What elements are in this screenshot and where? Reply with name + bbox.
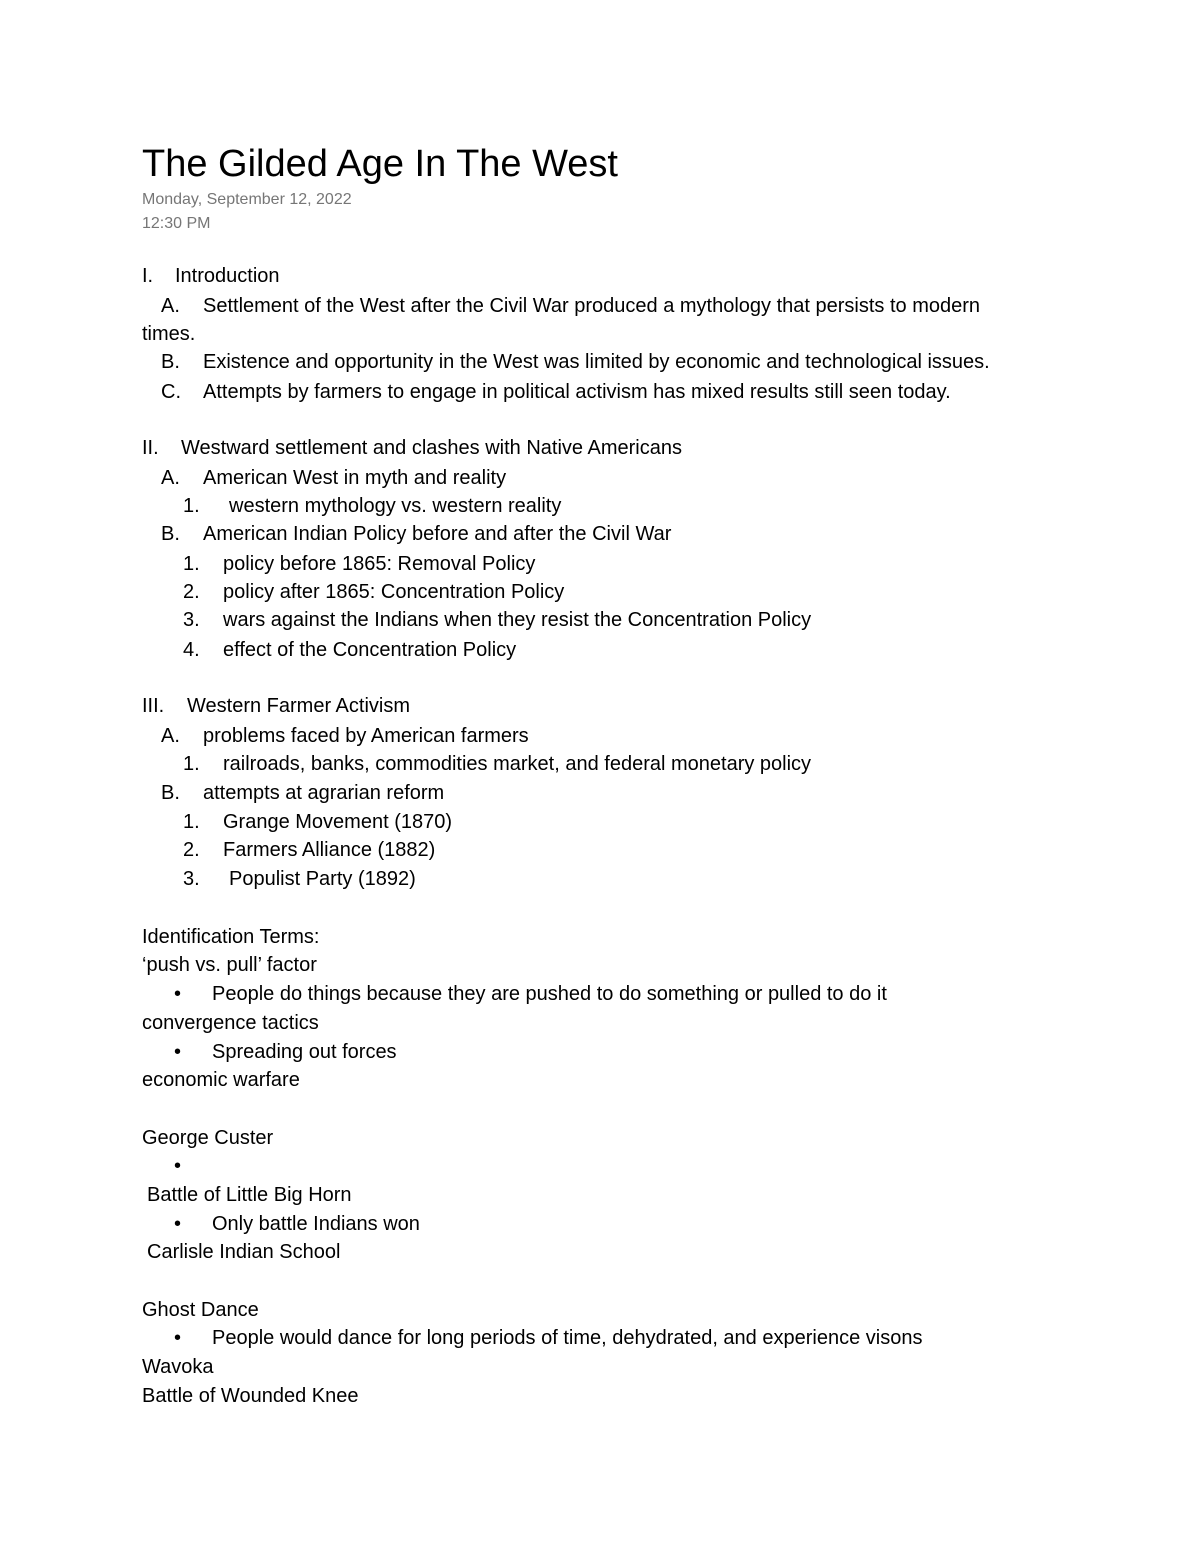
- outline-item-ii-b-1: policy before 1865: Removal Policy: [223, 553, 536, 575]
- bullet-icon: •: [174, 1155, 182, 1177]
- term-ghost-dance-note: People would dance for long periods of time, dehydrated, and experience visons: [212, 1327, 923, 1349]
- bullet-icon: •: [174, 1213, 182, 1235]
- term-push-pull: ‘push vs. pull’ factor: [142, 954, 317, 976]
- outline-item-ii-b-2: policy after 1865: Concentration Policy: [223, 581, 565, 603]
- outline-item-ii-a-1: western mythology vs. western reality: [229, 495, 562, 517]
- outline-item-i-b: Existence and opportunity in the West was limited by economic and technological issues.: [203, 351, 990, 373]
- page-title: The Gilded Age In The West: [142, 143, 618, 185]
- outline-marker-ii-b: B.: [161, 523, 180, 545]
- outline-item-ii-b-4: effect of the Concentration Policy: [223, 639, 517, 661]
- term-convergence-tactics: convergence tactics: [142, 1012, 319, 1034]
- outline-marker-iii-b-3: 3.: [183, 868, 200, 890]
- outline-marker-iii-a-1: 1.: [183, 753, 200, 775]
- outline-marker-ii-a: A.: [161, 467, 180, 489]
- bullet-icon: •: [174, 1041, 182, 1063]
- outline-heading-western-farmer-activism: Western Farmer Activism: [187, 695, 410, 717]
- outline-item-i-c: Attempts by farmers to engage in political activism has mixed results still seen today.: [203, 381, 951, 403]
- term-wavoka: Wavoka: [142, 1356, 214, 1378]
- term-carlisle-indian-school: Carlisle Indian School: [147, 1241, 341, 1263]
- outline-heading-westward-settlement: Westward settlement and clashes with Native Americans: [181, 437, 682, 459]
- term-little-big-horn: Battle of Little Big Horn: [147, 1184, 352, 1206]
- outline-marker-ii-a-1: 1.: [183, 495, 200, 517]
- outline-heading-introduction: Introduction: [175, 265, 280, 287]
- bullet-icon: •: [174, 983, 182, 1005]
- outline-marker-ii-b-3: 3.: [183, 609, 200, 631]
- outline-item-iii-b-2: Farmers Alliance (1882): [223, 839, 436, 861]
- outline-item-ii-b: American Indian Policy before and after the Civil War: [203, 523, 672, 545]
- page-date: Monday, September 12, 2022: [142, 191, 352, 208]
- term-push-pull-note: People do things because they are pushed to do something or pulled to do it: [212, 983, 887, 1005]
- term-george-custer: George Custer: [142, 1127, 274, 1149]
- outline-item-i-a: Settlement of the West after the Civil War produced a mythology that persists to modern: [203, 295, 981, 317]
- outline-marker-iii: III.: [142, 695, 165, 717]
- outline-item-iii-a: problems faced by American farmers: [203, 725, 529, 747]
- term-convergence-note: Spreading out forces: [212, 1041, 397, 1063]
- outline-marker-ii-b-1: 1.: [183, 553, 200, 575]
- outline-marker-i: I.: [142, 265, 154, 287]
- page-time: 12:30 PM: [142, 215, 211, 232]
- outline-marker-i-b: B.: [161, 351, 180, 373]
- outline-item-i-a-continued: times.: [142, 323, 196, 345]
- terms-heading: Identification Terms:: [142, 926, 320, 948]
- outline-item-ii-a: American West in myth and reality: [203, 467, 507, 489]
- outline-marker-iii-b-2: 2.: [183, 839, 200, 861]
- outline-marker-iii-a: A.: [161, 725, 180, 747]
- outline-item-ii-b-3: wars against the Indians when they resist the Concentration Policy: [223, 609, 812, 631]
- outline-marker-ii-b-2: 2.: [183, 581, 200, 603]
- term-wounded-knee: Battle of Wounded Knee: [142, 1385, 359, 1407]
- outline-item-iii-b: attempts at agrarian reform: [203, 782, 445, 804]
- outline-marker-iii-b: B.: [161, 782, 180, 804]
- term-economic-warfare: economic warfare: [142, 1069, 300, 1091]
- outline-marker-i-c: C.: [161, 381, 181, 403]
- outline-item-iii-a-1: railroads, banks, commodities market, and federal monetary policy: [223, 753, 812, 775]
- term-little-big-horn-note: Only battle Indians won: [212, 1213, 420, 1235]
- outline-item-iii-b-1: Grange Movement (1870): [223, 811, 453, 833]
- outline-marker-ii: II.: [142, 437, 159, 459]
- outline-item-iii-b-3: Populist Party (1892): [229, 868, 416, 890]
- term-ghost-dance: Ghost Dance: [142, 1299, 259, 1321]
- bullet-icon: •: [174, 1327, 182, 1349]
- outline-marker-i-a: A.: [161, 295, 180, 317]
- outline-marker-iii-b-1: 1.: [183, 811, 200, 833]
- outline-marker-ii-b-4: 4.: [183, 639, 200, 661]
